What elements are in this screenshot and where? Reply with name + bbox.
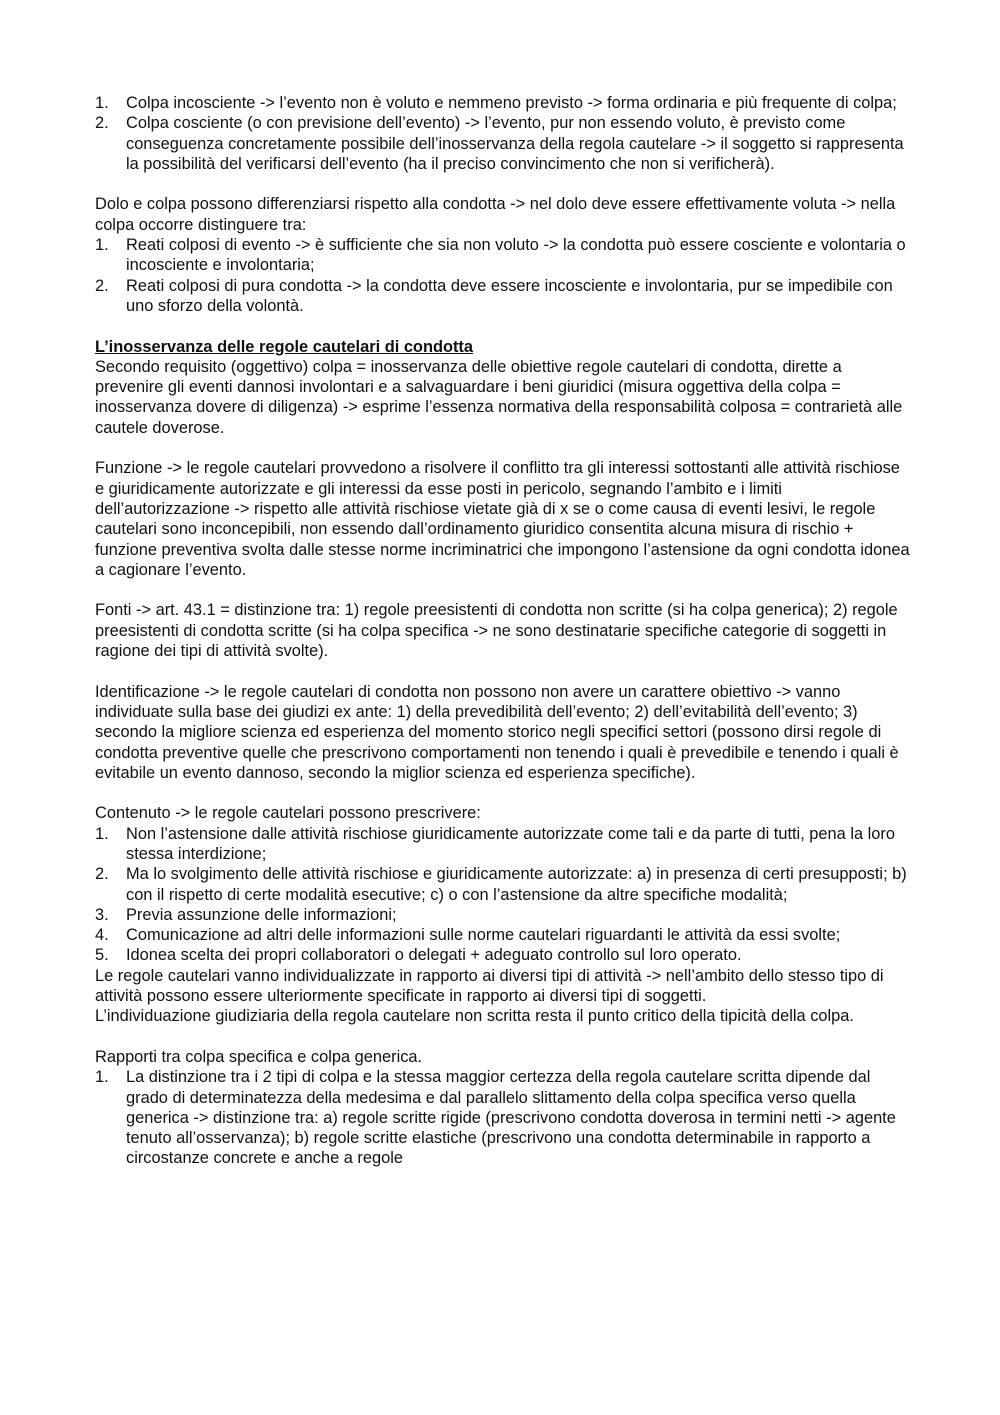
paragraph-identificazione: Identificazione -> le regole cautelari di condotta non possono non avere un carattere obiettivo -> vanno individuate sulla base dei giudizi ex ante: 1) della prevedibilità dell’evento; 2) dell’evitabilità dell’evento; 3) secondo la migliore scienza ed esperienza del momento storico negli specifici settori (possono dirsi regole di condotta preventive quelle che prescrivono comportamenti non tenendo i quali è prevedibile e tenendo i quali è evitabile un evento dannoso, secondo la miglior scienza ed esperienza specifiche). [95, 682, 899, 782]
paragraph-gap [95, 1027, 910, 1047]
paragraph-gap [95, 661, 910, 681]
contenuto-list [95, 824, 910, 966]
list-item [95, 945, 910, 965]
list-item [95, 276, 910, 317]
paragraph-fonti: Fonti -> art. 43.1 = distinzione tra: 1) regole preesistenti di condotta non scritte (si ha colpa generica); 2) regole preesistenti di condotta scritte (si ha colpa specifica -> ne sono destinatarie specifiche categorie di soggetti in ragione dei tipi di attività svolte). [95, 601, 898, 661]
list-item [95, 1067, 910, 1168]
list-number: 2. [95, 865, 109, 884]
section-heading: L’inosservanza delle regole cautelari di condotta [95, 337, 474, 356]
list-item-text: Ma lo svolgimento delle attività rischiose e giuridicamente autorizzate: a) in presenza di certi presupposti; b) con il rispetto di certe modalità esecutive; c) o con l’astensione da altre specifiche modalità; [126, 865, 907, 904]
list-number: 4. [95, 926, 109, 945]
list-item [95, 925, 910, 945]
paragraph-funzione: Funzione -> le regole cautelari provvedono a risolvere il conflitto tra gli interessi sottostanti alle attività rischiose e giuridicamente autorizzate e gli interessi da esse posti in pericolo, segnando l’ambito e i limiti dell’autorizzazione -> rispetto alle attività rischiose vietate già di x se o come causa di eventi lesivi, le regole cautelari sono inconcepibili, non essendo dall’ordinamento giuridico consentita alcuna misura di rischio + funzione preventiva svolta dalle stesse norme incriminatrici che impongono l’astensione da ogni condotta idonea a cagionare l’evento. [95, 459, 910, 579]
list-number: 3. [95, 905, 109, 924]
list-item [95, 824, 910, 865]
list-item-text: Colpa cosciente (o con previsione dell’evento) -> l’evento, pur non essendo voluto, è previsto come conseguenza concretamente possibile dell’inosservanza della regola cautelare -> il soggetto si rappresenta la possibilità del verificarsi dell’evento (ha il preciso convincimento che non si verificherà). [126, 114, 904, 173]
list-number: 1. [95, 94, 109, 112]
list-item-text: La distinzione tra i 2 tipi di colpa e la stessa maggior certezza della regola cautelare scritta dipende dal grado di determinatezza della medesima e dal parallelo slittamento della colpa specifica verso quella generica -> distinzione tra: a) regole scritte rigide (prescrivono condotta doverosa in termini netti -> agente tenuto all’osservanza); b) regole scritte elastiche (prescrivono una condotta determinabile in rapporto a circostanze concrete e anche a regole [126, 1068, 896, 1168]
list-number: 2. [95, 114, 109, 133]
list-number: 1. [95, 236, 109, 255]
paragraph-gap [95, 316, 910, 336]
paragraph-gap [95, 174, 910, 194]
list-item-text: Comunicazione ad altri delle informazioni sulle norme cautelari riguardanti le attività da essi svolte; [126, 926, 841, 945]
list-item-text: Colpa incosciente -> l’evento non è voluto e nemmeno previsto -> forma ordinaria e più frequente di colpa; [126, 94, 897, 112]
list-number: 5. [95, 946, 109, 965]
paragraph-dolo: Dolo e colpa possono differenziarsi rispetto alla condotta -> nel dolo deve essere effettivamente voluta -> nella colpa occorre distinguere tra: [95, 195, 896, 234]
list-item-text: Reati colposi di pura condotta -> la condotta deve essere incosciente e involontaria, pur se impedibile con uno sforzo della volontà. [126, 276, 893, 315]
list-item [95, 235, 910, 276]
paragraph-gap [95, 580, 910, 600]
list-item [95, 93, 910, 113]
document-page [95, 93, 910, 1169]
list-number: 1. [95, 824, 109, 843]
list-item [95, 113, 910, 174]
list-item-text: Non l’astensione dalle attività rischiose giuridicamente autorizzate come tali e da parte di tutti, pena la loro stessa interdizione; [126, 824, 895, 863]
paragraph-secondo-requisito: Secondo requisito (oggettivo) colpa = inosservanza delle obiettive regole cautelari di condotta, dirette a prevenire gli eventi dannosi involontari e a salvaguardare i beni giuridici (misura oggettiva della colpa = inosservanza dovere di diligenza) -> esprime l’essenza normativa della responsabilità colposa = contrarietà alle cautele doverose. [95, 357, 903, 437]
paragraph-contenuto: Contenuto -> le regole cautelari possono prescrivere: [95, 804, 481, 823]
paragraph-individuazione: L’individuazione giudiziaria della regola cautelare non scritta resta il punto critico della tipicità della colpa. [95, 1007, 854, 1026]
colpa-types-list [95, 93, 910, 174]
list-item [95, 905, 910, 925]
paragraph-gap [95, 783, 910, 803]
list-item-text: Idonea scelta dei propri collaboratori o delegati + adeguato controllo sul loro operato. [126, 946, 742, 965]
paragraph-rapporti: Rapporti tra colpa specifica e colpa generica. [95, 1047, 423, 1066]
paragraph-individualizzate: Le regole cautelari vanno individualizzate in rapporto ai diversi tipi di attività -> nell’ambito dello stesso tipo di attività possono essere ulteriormente specificate in rapporto ai diversi tipi di soggetti. [95, 966, 884, 1006]
list-item-text: Previa assunzione delle informazioni; [126, 905, 397, 924]
rapporti-list [95, 1067, 910, 1168]
list-number: 2. [95, 276, 109, 295]
list-item [95, 864, 910, 905]
reati-colposi-list [95, 235, 910, 316]
list-number: 1. [95, 1068, 109, 1087]
list-item-text: Reati colposi di evento -> è sufficiente che sia non voluto -> la condotta può essere cosciente e volontaria o incosciente e involontaria; [126, 236, 906, 275]
paragraph-gap [95, 438, 910, 458]
